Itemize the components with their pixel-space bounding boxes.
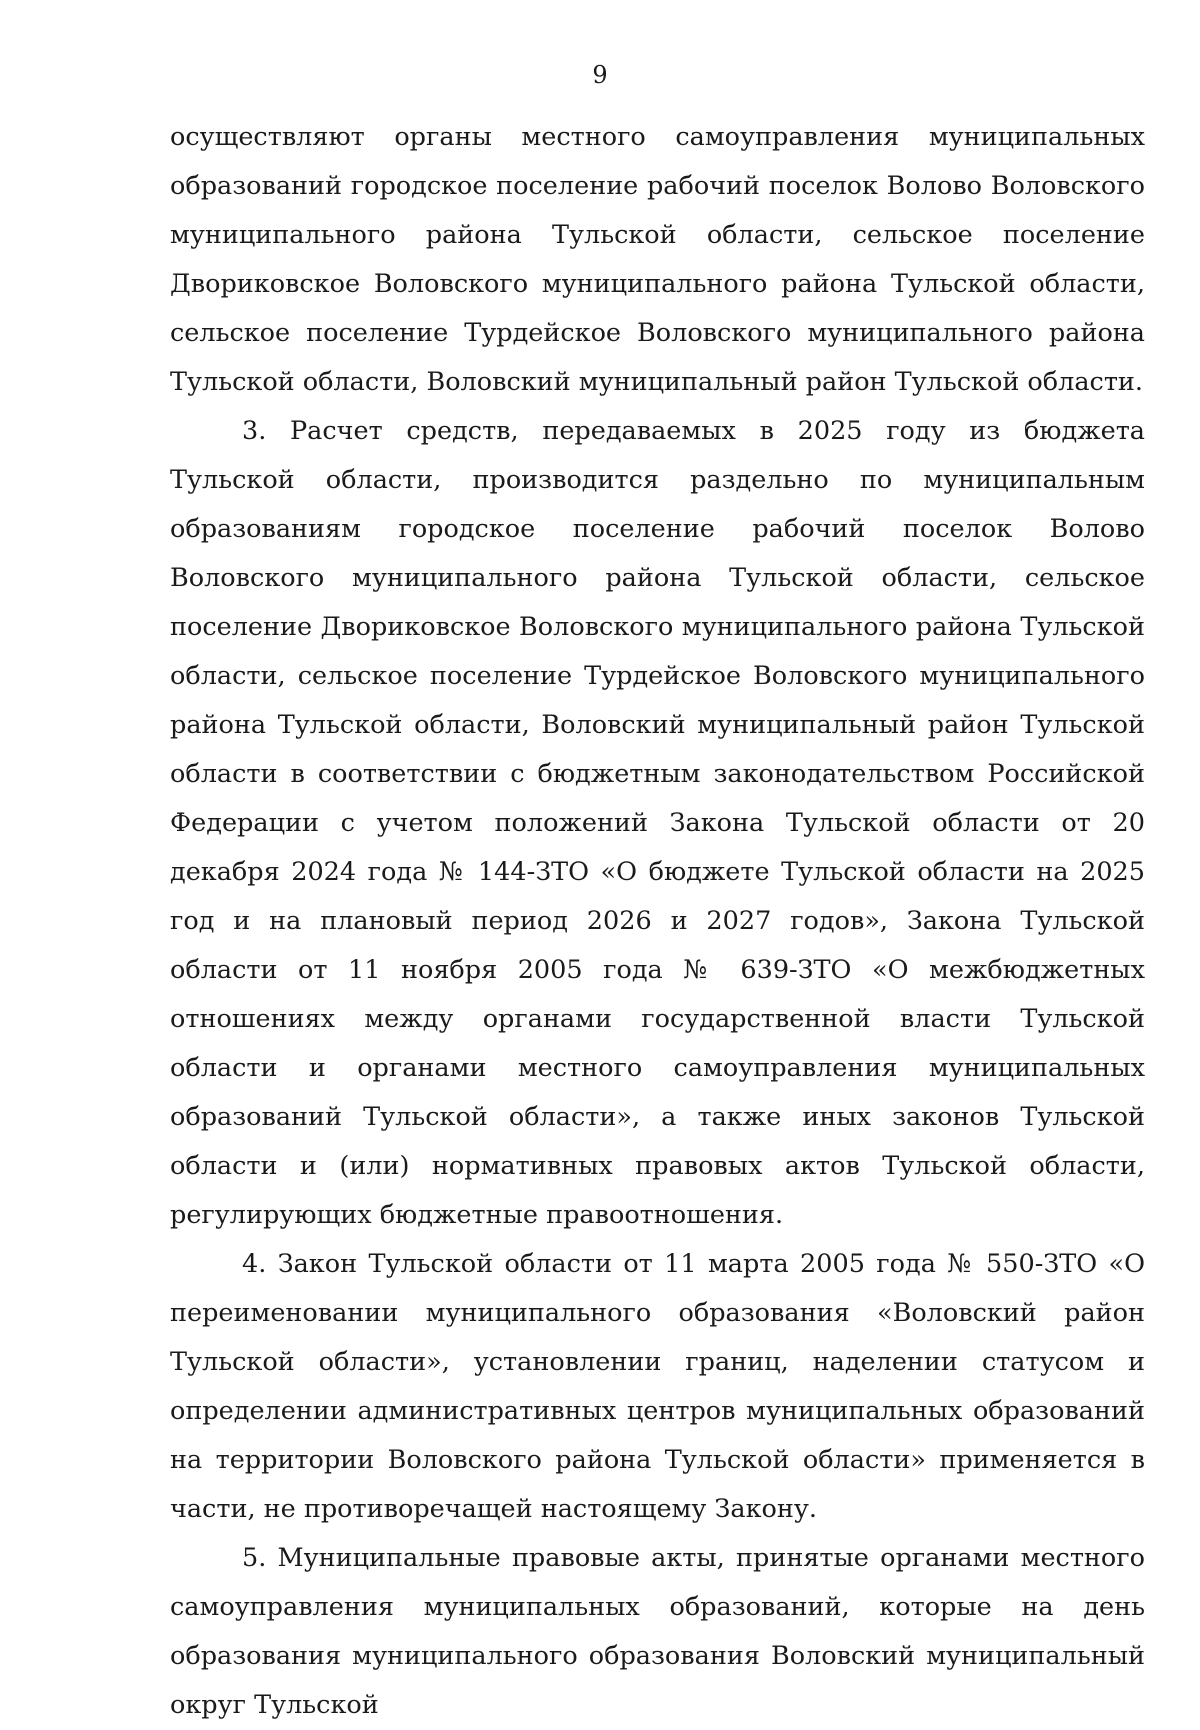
paragraph-item-3: 3. Расчет средств, передаваемых в 2025 году из бюджета Тульской области, производится раздельно по муниципальным образованиям городское поселение рабочий поселок Волово Воловского муниципального района Тульской области, сельское поселение Двориковское Воловского муниципального района Тульской области, сельское поселение Турдейское Воловского муниципального района Тульской области, Воловский муниципальный район Тульской области в соответствии с бюджетным законодательством Российской Федерации с учетом положений Закона Тульской области от 20 декабря 2024 года № 144-ЗТО «О бюджете Тульской области на 2025 год и на плановый период 2026 и 2027 годов», Закона Тульской области от 11 ноября 2005 года № 639-ЗТО «О межбюджетных отношениях между органами государственной власти Тульской области и органами местного самоуправления муниципальных образований Тульской области», а также иных законов Тульской области и (или) нормативных правовых актов Тульской области, регулирующих бюджетные правоотношения. bbox=[170, 416, 1145, 1230]
paragraph-item-5: 5. Муниципальные правовые акты, принятые органами местного самоуправления муниципальных образований, которые на день образования муниципального образования Воловский муниципальный округ Тульской bbox=[170, 1543, 1145, 1720]
page-number: 9 bbox=[592, 61, 608, 89]
paragraph-item-4: 4. Закон Тульской области от 11 марта 2005 года № 550-ЗТО «О переименовании муниципального образования «Воловский район Тульской области», установлении границ, наделении статусом и определении административных центров муниципальных образований на территории Воловского района Тульской области» применяется в части, не противоречащей настоящему Закону. bbox=[170, 1249, 1145, 1524]
paragraph-continuation: осуществляют органы местного самоуправления муниципальных образований городское поселение рабочий поселок Волово Воловского муниципального района Тульской области, сельское поселение Двориковское Воловского муниципального района Тульской области, сельское поселение Турдейское Воловского муниципального района Тульской области, Воловский муниципальный район Тульской области. bbox=[170, 122, 1145, 397]
document-body bbox=[170, 113, 1145, 1730]
